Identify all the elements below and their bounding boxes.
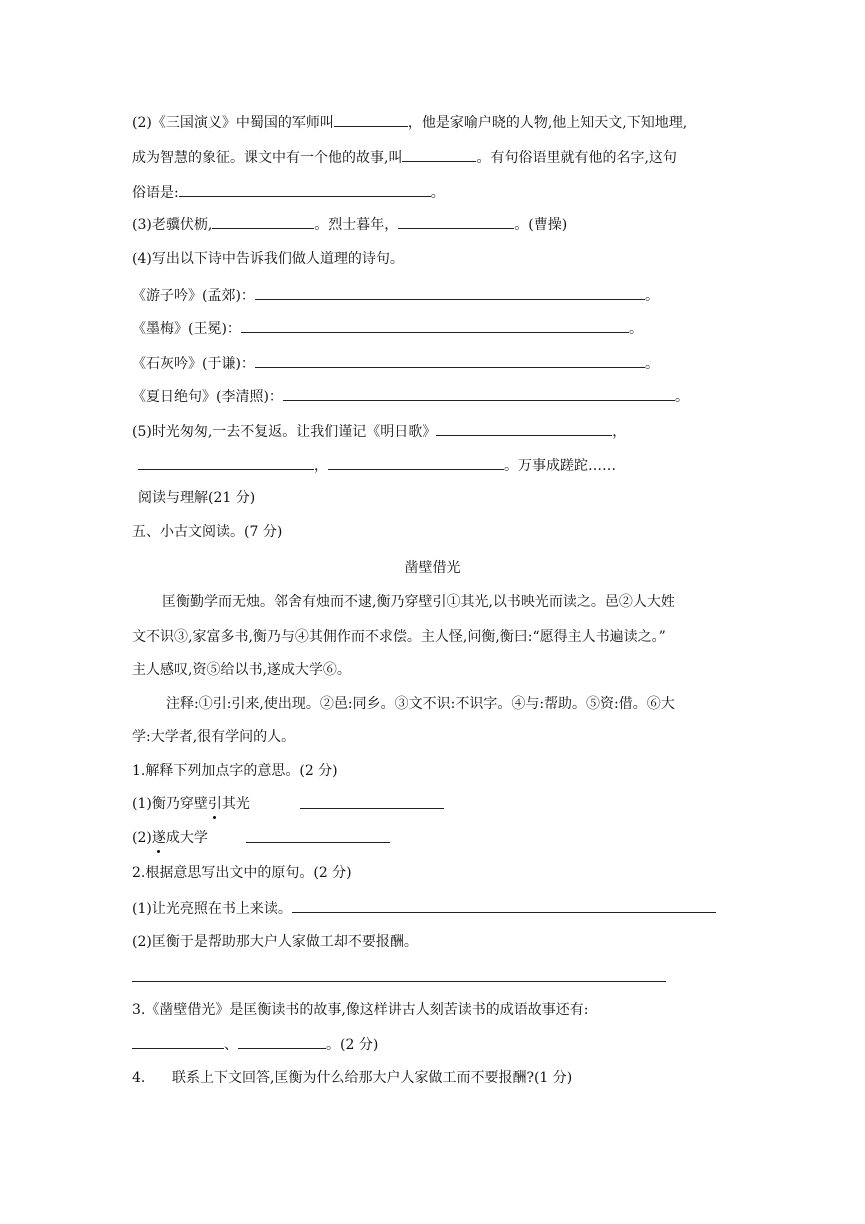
q2-line-2 [132,147,677,168]
q4-poem-3-label: 《石灰吟》(于谦)： [132,356,255,372]
q5-blank-3[interactable] [328,455,504,470]
ex3-end: 。(2 分) [326,1037,379,1053]
notes-line-1: 注释:①引:引来,使出现。②邑:同乡。③文不识:不识字。④与:帮助。⑤资:借。⑥大 [166,696,675,712]
q5-line-1 [132,421,626,442]
ex1-item-2-text-a: (2) [132,830,152,846]
q5-text-c: ， [314,458,328,474]
q2-line-3 [132,182,445,203]
q2-text-f: 。 [430,185,445,201]
q5-text-d: 。万事成蹉跎…… [504,458,616,474]
q4-poem-4 [132,386,689,407]
ex1-blank-1[interactable] [300,794,444,809]
q4-poem-2-label: 《墨梅》(王冕)： [132,321,241,337]
ex1-blank-2[interactable] [246,828,390,843]
q2-text-a: (2)《三国演义》中蜀国的军师叫 [132,115,334,131]
ex1-item-2-dotted-char: 遂 [151,830,166,846]
section-5-heading: 五、小古文阅读。(7 分) [132,524,283,540]
q5-text-b: ， [612,424,627,440]
q3-text-a: (3)老骥伏枥, [132,217,213,233]
q5-line-2 [138,455,616,476]
q4-blank-1[interactable] [255,285,645,300]
q4-end-4: 。 [674,389,689,405]
q5-blank-2[interactable] [138,455,314,470]
q2-text-b: ，他是家喻户晓的人物,他上知天文,下知地理, [407,115,688,131]
q4-poem-1-label: 《游子吟》(孟郊)： [132,288,255,304]
q4-poem-2 [132,318,643,339]
q2-blank-saying[interactable] [179,182,431,197]
ex2-blank-1[interactable] [292,898,716,913]
ex4-number: 4. [132,1070,146,1086]
passage-title: 凿壁借光 [404,560,461,576]
q3-blank-1[interactable] [212,214,314,229]
q3-blank-2[interactable] [398,214,514,229]
ex3-blank-1[interactable] [132,1034,224,1049]
q3-text-b: 。烈士暮年， [314,217,399,233]
q2-text-d: 。有句俗语里就有他的名字,这句 [476,150,677,166]
q3-line [132,214,567,235]
q5-blank-1[interactable] [436,421,612,436]
ex2-item-1-text: (1)让光亮照在书上来读。 [132,901,292,917]
q4-blank-2[interactable] [241,318,629,333]
passage-line-2: 文不识③,家富多书,衡乃与④其佣作而不求偿。主人怪,问衡,衡曰:“愿得主人书遍读之。” [132,629,666,645]
ex1-title: 1.解释下列加点字的意思。(2 分) [132,763,338,779]
ex3-line-2 [132,1034,378,1055]
ex2-item-2: (2)匡衡于是帮助那大户人家做工却不要报酬。 [132,934,418,950]
ex2-item-1 [132,898,716,919]
q4-poem-4-label: 《夏日绝句》(李清照)： [132,389,283,405]
ex2-blank-2[interactable] [132,967,666,982]
q2-text-e: 俗语是: [132,185,179,201]
notes-line-2: 学:大学者,很有学问的人。 [132,729,296,745]
q4-end-2: 。 [628,321,643,337]
ex1-item-2-text-b: 成大学 [165,830,208,846]
ex3-blank-2[interactable] [238,1034,326,1049]
ex1-item-1-dotted-char: 引 [207,796,222,812]
q4-end-3: 。 [644,356,659,372]
q4-blank-3[interactable] [255,353,645,368]
section-reading-heading: 阅读与理解(21 分) [138,490,256,506]
ex1-item-1 [132,794,250,814]
q4-poem-1 [132,285,659,306]
ex3-sep: 、 [224,1037,238,1053]
q2-text-c: 成为智慧的象征。课文中有一个他的故事,叫 [132,150,403,166]
q4-blank-4[interactable] [283,386,675,401]
q2-blank-story[interactable] [402,147,476,162]
ex3-line-1: 3.《凿壁借光》是匡衡读书的故事,像这样讲古人刻苦读书的成语故事还有: [132,1002,589,1018]
passage-line-1: 匡衡勤学而无烛。邻舍有烛而不逮,衡乃穿壁引①其光,以书映光而读之。邑②人大姓 [162,594,675,610]
q4-end-1: 。 [644,288,659,304]
q4-poem-3 [132,353,659,374]
ex4-question: 联系上下文回答,匡衡为什么给那大户人家做工而不要报酬?(1 分) [172,1070,573,1086]
ex2-title: 2.根据意思写出文中的原句。(2 分) [132,865,352,881]
q3-text-c: 。(曹操) [514,217,568,233]
q5-text-a: (5)时光匆匆,一去不复返。让我们谨记《明日歌》 [132,424,437,440]
q4-intro: (4)写出以下诗中告诉我们做人道理的诗句。 [132,251,404,267]
passage-line-3: 主人感叹,资⑤给以书,遂成大学⑥。 [132,662,351,678]
q2-blank-advisor[interactable] [334,112,408,127]
ex1-item-1-text-a: (1)衡乃穿壁 [132,796,208,812]
ex1-item-2 [132,828,208,848]
ex1-item-1-text-b: 其光 [221,796,250,812]
q2-line-1 [132,112,687,133]
